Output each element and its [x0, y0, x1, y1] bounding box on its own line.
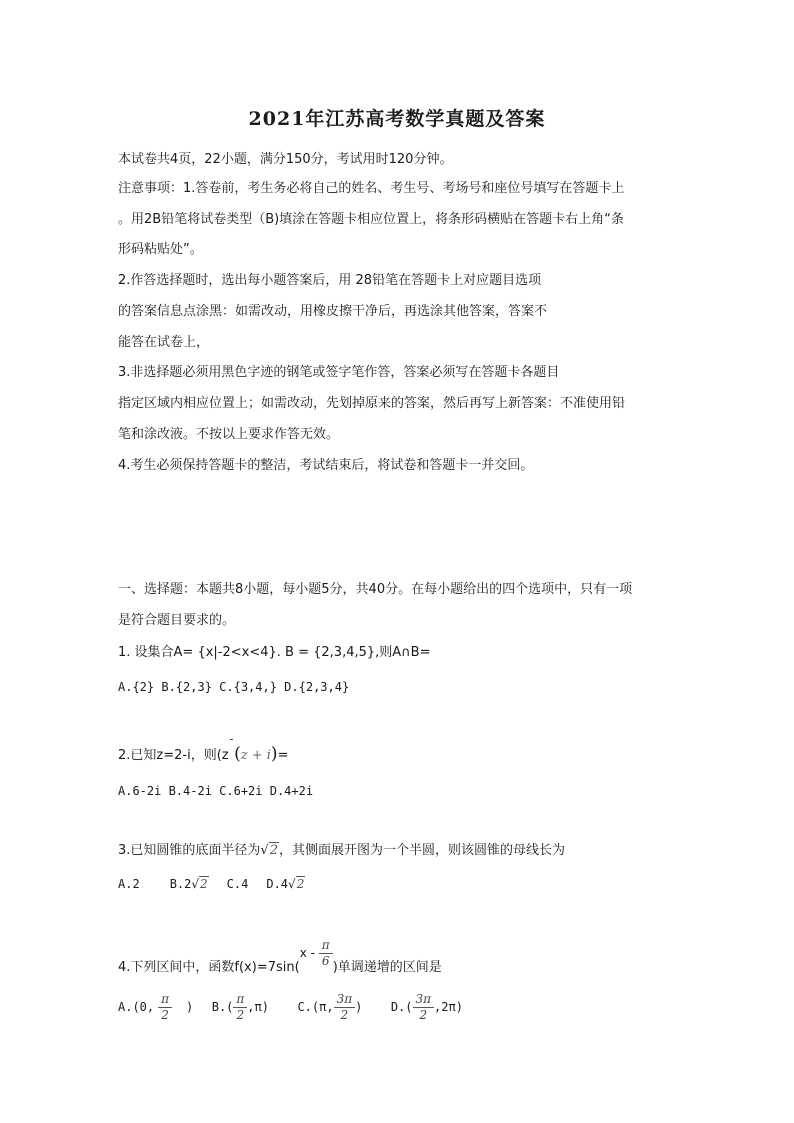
q3-opt-b: B.2	[169, 877, 192, 891]
q4-stem-post: )单调递增的区间是	[332, 960, 442, 975]
fraction-3pi-over-2: $\frac{3\pi}{2}$	[334, 992, 356, 1023]
q2-conj-bar: ¯	[228, 737, 235, 750]
q3-opt-c: C.4	[226, 877, 249, 891]
q3-stem	[118, 843, 565, 859]
q4-stem	[118, 938, 442, 983]
q1-stem: 1. 设集合A= {x|-2<x<4}. B = {2,3,4,5},则A∩B=	[118, 645, 431, 660]
note-3b: 指定区域内相应位置上；如需改动，先划掉原来的答案，然后再写上新答案：不准使用铅	[118, 396, 626, 411]
note-3c: 笔和涂改液。不按以上要求作答无效。	[118, 427, 340, 442]
q2-inner: z + i	[240, 748, 271, 763]
q3-opt-a: A.2	[118, 877, 140, 891]
fraction-pi-over-2: $\frac{\pi}{2}$	[158, 992, 172, 1023]
q2-stem-pre: 2.已知z=2-i，则(z	[118, 748, 229, 763]
note-2a: 2.作答选择题时，选出每小题答案后，用 28铅笔在答题卡上对应题目选项	[118, 273, 542, 288]
note-1a: 注意事项：1.答卷前，考生务必将自己的姓名、考生号、考场号和座位号填写在答题卡上	[118, 181, 625, 196]
note-2b: 的答案信息点涂黑：如需改动，用橡皮擦干净后，再选涂其他答案，答案不	[118, 304, 548, 319]
q1-options: A.{2} B.{2,3} C.{3,4,} D.{2,3,4}	[118, 680, 350, 694]
note-3a: 3.非选择题必须用黑色字迹的钢笔或签字笔作答，答案必须写在答题卡各题目	[118, 365, 560, 380]
note-4: 4.考生必须保持答题卡的整洁，考试结束后，将试卷和答题卡一并交回。	[118, 458, 534, 473]
note-1b: 。用2B铅笔将试卷类型（B)填涂在答题卡相应位置上，将条形码横贴在答题卡右上角“条	[118, 212, 624, 227]
q4-opt-a: A.(0, $\frac{\pi}{2}$ )	[118, 992, 194, 1022]
q2-stem: 2.已知z=2-i，则(z¯(z + i)=	[118, 737, 289, 764]
note-1c: 形码粘贴处”。	[118, 242, 203, 257]
intro-text: 本试卷共4页，22小题，满分150分，考试用时120分钟。	[118, 152, 453, 167]
fraction-pi-over-2: $\frac{\pi}{2}$	[233, 992, 247, 1023]
section-heading-line2: 是符合题目要求的。	[118, 613, 236, 628]
note-2c: 能答在试卷上，	[118, 335, 210, 350]
sqrt-2: √2	[191, 877, 208, 891]
q3-stem-post: ，其侧面展开图为一个半圆，则该圆锥的母线长为	[278, 843, 565, 858]
q4-stem-pre: 4.下列区间中，函数f(x)=7sin(	[118, 960, 300, 975]
fraction-3pi-over-2: $\frac{3\pi}{2}$	[413, 992, 435, 1023]
q3-stem-pre: 3.已知圆锥的底面半径为	[118, 843, 261, 858]
q2-options: A.6-2i B.4-2i C.6+2i D.4+2i	[118, 784, 314, 798]
page-title: 2021年江苏高考数学真题及答案	[248, 108, 546, 130]
fraction-pi-over-6: $\frac{\pi}{6}$	[319, 938, 333, 969]
q3-opt-d: D.4	[266, 877, 289, 891]
q4-opt-c: C.(π, $\frac{3\pi}{2}$ )	[297, 992, 363, 1022]
q4-options	[118, 992, 463, 1023]
sqrt-2: √2	[288, 877, 305, 891]
q2-stem-post: =	[277, 748, 289, 763]
q3-options	[118, 876, 305, 892]
q4-opt-d: D.( $\frac{3\pi}{2}$ ,2π)	[390, 992, 463, 1022]
section-heading-line1: 一、选择题：本题共8小题，每小题5分，共40分。在每小题给出的四个选项中，只有一项	[118, 582, 633, 597]
sqrt-2: √2	[260, 843, 278, 858]
q4-sup-x: x - $\frac{\pi}{6}$	[300, 946, 333, 960]
q4-opt-b: B.( $\frac{\pi}{2}$ ,π)	[211, 992, 269, 1022]
